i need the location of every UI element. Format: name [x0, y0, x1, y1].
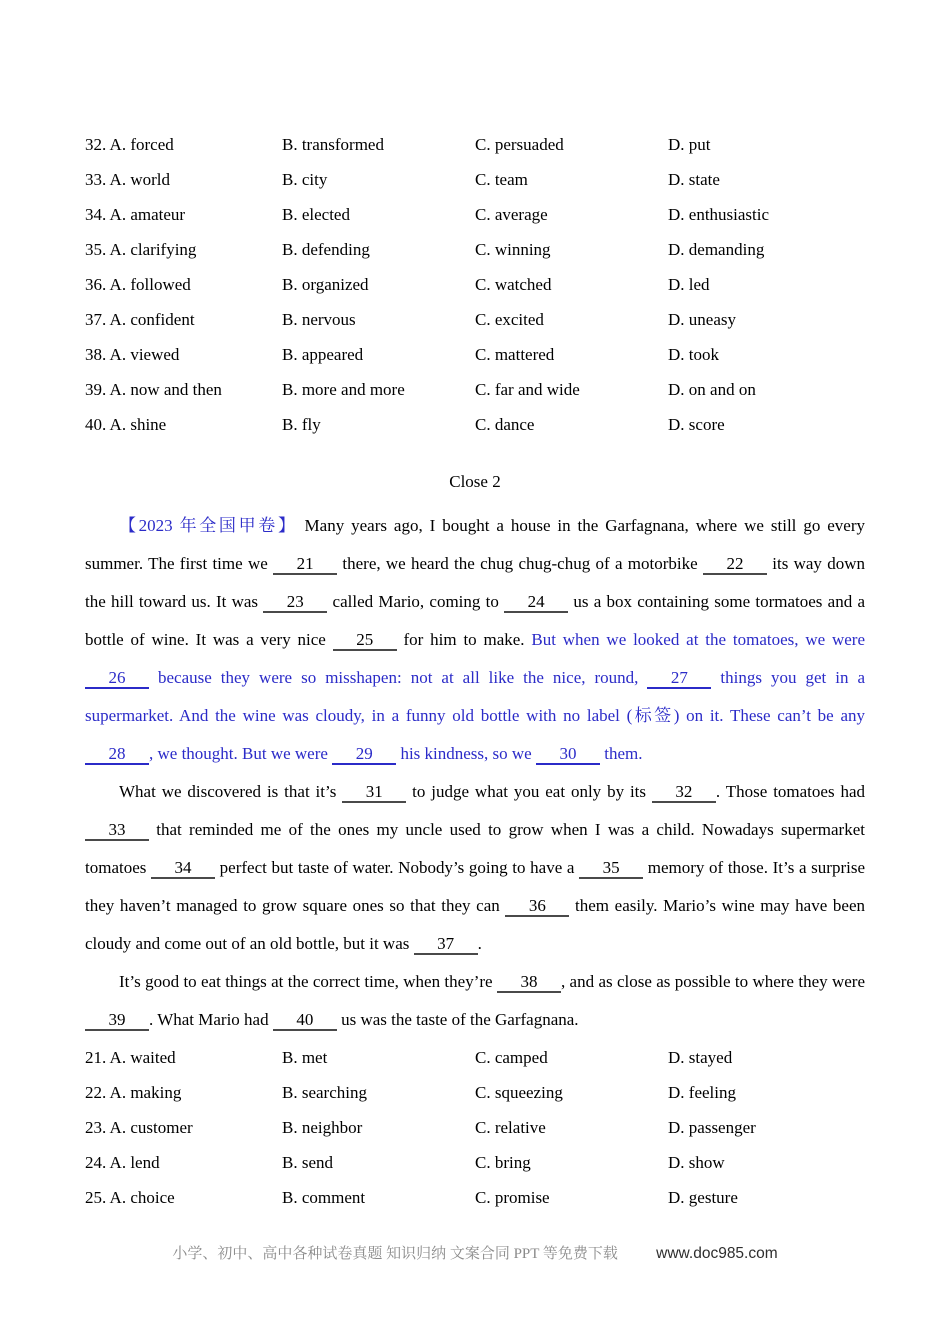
cloze-blank-25: 25	[333, 630, 397, 651]
option-cell-c: C. watched	[475, 275, 552, 294]
cloze-blank-29: 29	[332, 744, 396, 765]
option-row	[85, 337, 865, 372]
option-cell-c: C. average	[475, 205, 548, 224]
option-cell-b: B. defending	[282, 240, 370, 259]
option-cell-b: B. neighbor	[282, 1118, 363, 1137]
cloze-blank-36: 36	[505, 896, 569, 917]
cloze-blank-30: 30	[536, 744, 600, 765]
cloze-blank-39: 39	[85, 1010, 149, 1031]
passage-text: 【2023 年全国甲卷】	[119, 516, 298, 535]
option-cell-a: 34. A. amateur	[85, 205, 186, 224]
cloze-blank-26: 26	[85, 668, 149, 689]
passage-text: It’s good to eat things at the correct time, when they’re	[119, 972, 497, 991]
option-cell-a: 33. A. world	[85, 170, 170, 189]
option-cell-c: C. bring	[475, 1153, 531, 1172]
option-cell-d: D. stayed	[668, 1048, 733, 1067]
option-cell-b: B. met	[282, 1048, 328, 1067]
passage-text: us a box containing some tormatoes and a bottle of wine. It was a very nice	[85, 592, 865, 649]
footer-promo-text: 小学、初中、高中各种试卷真题 知识归纳 文案合同 PPT 等免费下载	[172, 1246, 618, 1262]
page-footer	[0, 1242, 950, 1265]
option-cell-b: B. comment	[282, 1188, 366, 1207]
passage-text: us was the taste of the Garfagnana.	[336, 1010, 579, 1029]
option-cell-d: D. gesture	[668, 1188, 738, 1207]
passage-text: memory of those. It’s a surprise they haven’t managed to grow square ones so that they can	[85, 858, 865, 915]
option-cell-d: D. demanding	[668, 240, 765, 259]
option-cell-c: C. camped	[475, 1048, 548, 1067]
option-row	[85, 1110, 865, 1145]
options-block-32-40	[85, 0, 865, 442]
passage-text: , and as close as possible to where they were	[560, 972, 865, 991]
passage-text: , we thought. But we were	[149, 744, 333, 763]
option-cell-a: 35. A. clarifying	[85, 240, 197, 259]
cloze-blank-34: 34	[151, 858, 215, 879]
cloze-blank-28: 28	[85, 744, 149, 765]
option-cell-c: C. mattered	[475, 345, 555, 364]
option-cell-d: D. passenger	[668, 1118, 756, 1137]
cloze-blank-27: 27	[647, 668, 711, 689]
option-cell-c: C. team	[475, 170, 528, 189]
passage-paragraph	[85, 773, 865, 963]
option-cell-c: C. persuaded	[475, 135, 564, 154]
cloze-passage	[85, 507, 865, 1039]
option-row	[85, 372, 865, 407]
passage-text: perfect but taste of water. Nobody’s going to have a	[215, 858, 580, 877]
cloze-blank-40: 40	[273, 1010, 337, 1031]
page-content	[85, 0, 865, 1215]
passage-text: because they were so misshapen: not at all like the nice, round,	[149, 668, 648, 687]
cloze-blank-21: 21	[273, 554, 337, 575]
option-row	[85, 1145, 865, 1180]
option-cell-b: B. elected	[282, 205, 350, 224]
option-cell-b: B. nervous	[282, 310, 356, 329]
passage-text: them easily. Mario’s wine may have been cloudy and come out of an old bottle, but it was	[85, 896, 866, 953]
option-cell-a: 22. A. making	[85, 1083, 182, 1102]
passage-text: to judge what you eat only by its	[406, 782, 652, 801]
option-cell-b: B. transformed	[282, 135, 384, 154]
option-cell-b: B. city	[282, 170, 328, 189]
passage-text: things you get in a supermarket. And the wine was cloudy, in a funny old bottle with no label (标签) on it. These can’t be any	[85, 668, 865, 725]
cloze-blank-35: 35	[579, 858, 643, 879]
cloze-blank-23: 23	[263, 592, 327, 613]
passage-text: for him to make.	[396, 630, 532, 649]
passage-text: But when we looked at the tomatoes, we were	[531, 630, 865, 649]
option-cell-d: D. on and on	[668, 380, 756, 399]
cloze-blank-24: 24	[504, 592, 568, 613]
option-cell-a: 37. A. confident	[85, 310, 195, 329]
option-cell-b: B. appeared	[282, 345, 364, 364]
cloze-blank-22: 22	[703, 554, 767, 575]
option-cell-a: 38. A. viewed	[85, 345, 180, 364]
option-cell-d: D. led	[668, 275, 710, 294]
option-cell-d: D. score	[668, 415, 725, 434]
passage-text: . Those tomatoes had	[715, 782, 866, 801]
cloze-blank-32: 32	[652, 782, 716, 803]
option-row	[85, 127, 865, 162]
option-row	[85, 302, 865, 337]
option-cell-d: D. state	[668, 170, 720, 189]
option-cell-b: B. searching	[282, 1083, 367, 1102]
option-cell-a: 36. A. followed	[85, 275, 191, 294]
footer-site-url: www.doc985.com	[656, 1245, 778, 1262]
option-cell-d: D. uneasy	[668, 310, 736, 329]
option-cell-a: 39. A. now and then	[85, 380, 222, 399]
cloze-blank-38: 38	[497, 972, 561, 993]
cloze-blank-31: 31	[342, 782, 406, 803]
option-cell-a: 24. A. lend	[85, 1153, 160, 1172]
option-cell-b: B. send	[282, 1153, 333, 1172]
passage-text: his kindness, so we	[396, 744, 536, 763]
option-cell-b: B. more and more	[282, 380, 405, 399]
passage-paragraph	[85, 507, 865, 773]
passage-text: its way down the hill toward us. It was	[85, 554, 866, 611]
option-cell-c: C. promise	[475, 1188, 550, 1207]
option-row	[85, 232, 865, 267]
option-cell-d: D. took	[668, 345, 719, 364]
option-cell-a: 25. A. choice	[85, 1188, 175, 1207]
cloze-blank-33: 33	[85, 820, 149, 841]
option-cell-c: C. excited	[475, 310, 544, 329]
passage-text: What we discovered is that it’s	[119, 782, 343, 801]
option-cell-a: 40. A. shine	[85, 415, 167, 434]
option-cell-a: 32. A. forced	[85, 135, 174, 154]
option-cell-b: B. organized	[282, 275, 369, 294]
section-title: Close 2	[449, 472, 501, 491]
option-cell-c: C. winning	[475, 240, 551, 259]
option-row	[85, 162, 865, 197]
options-block-21-25	[85, 1040, 865, 1215]
option-row	[85, 1180, 865, 1215]
passage-text: . What Mario had	[149, 1010, 273, 1029]
passage-text: .	[477, 934, 482, 953]
passage-paragraph	[85, 963, 865, 1039]
passage-text: that reminded me of the ones my uncle used to grow when I was a child. Nowadays supermarket tomatoes	[85, 820, 865, 877]
option-cell-c: C. relative	[475, 1118, 546, 1137]
option-cell-c: C. dance	[475, 415, 535, 434]
passage-text: there, we heard the chug chug-chug of a motorbike	[337, 554, 703, 573]
option-cell-d: D. show	[668, 1153, 725, 1172]
option-cell-c: C. squeezing	[475, 1083, 563, 1102]
option-cell-a: 21. A. waited	[85, 1048, 176, 1067]
option-cell-d: D. enthusiastic	[668, 205, 770, 224]
option-row	[85, 1075, 865, 1110]
option-cell-c: C. far and wide	[475, 380, 580, 399]
passage-text: them.	[599, 744, 643, 763]
passage-text: called Mario, coming to	[327, 592, 505, 611]
passage-text: Many years ago, I bought a house in the Garfagnana, where we still go every summer. The first time we	[85, 516, 865, 573]
option-cell-d: D. feeling	[668, 1083, 736, 1102]
option-row	[85, 407, 865, 442]
option-row	[85, 1040, 865, 1075]
option-row	[85, 267, 865, 302]
option-cell-b: B. fly	[282, 415, 321, 434]
option-cell-a: 23. A. customer	[85, 1118, 193, 1137]
option-cell-d: D. put	[668, 135, 711, 154]
option-row	[85, 197, 865, 232]
cloze-blank-37: 37	[414, 934, 478, 955]
